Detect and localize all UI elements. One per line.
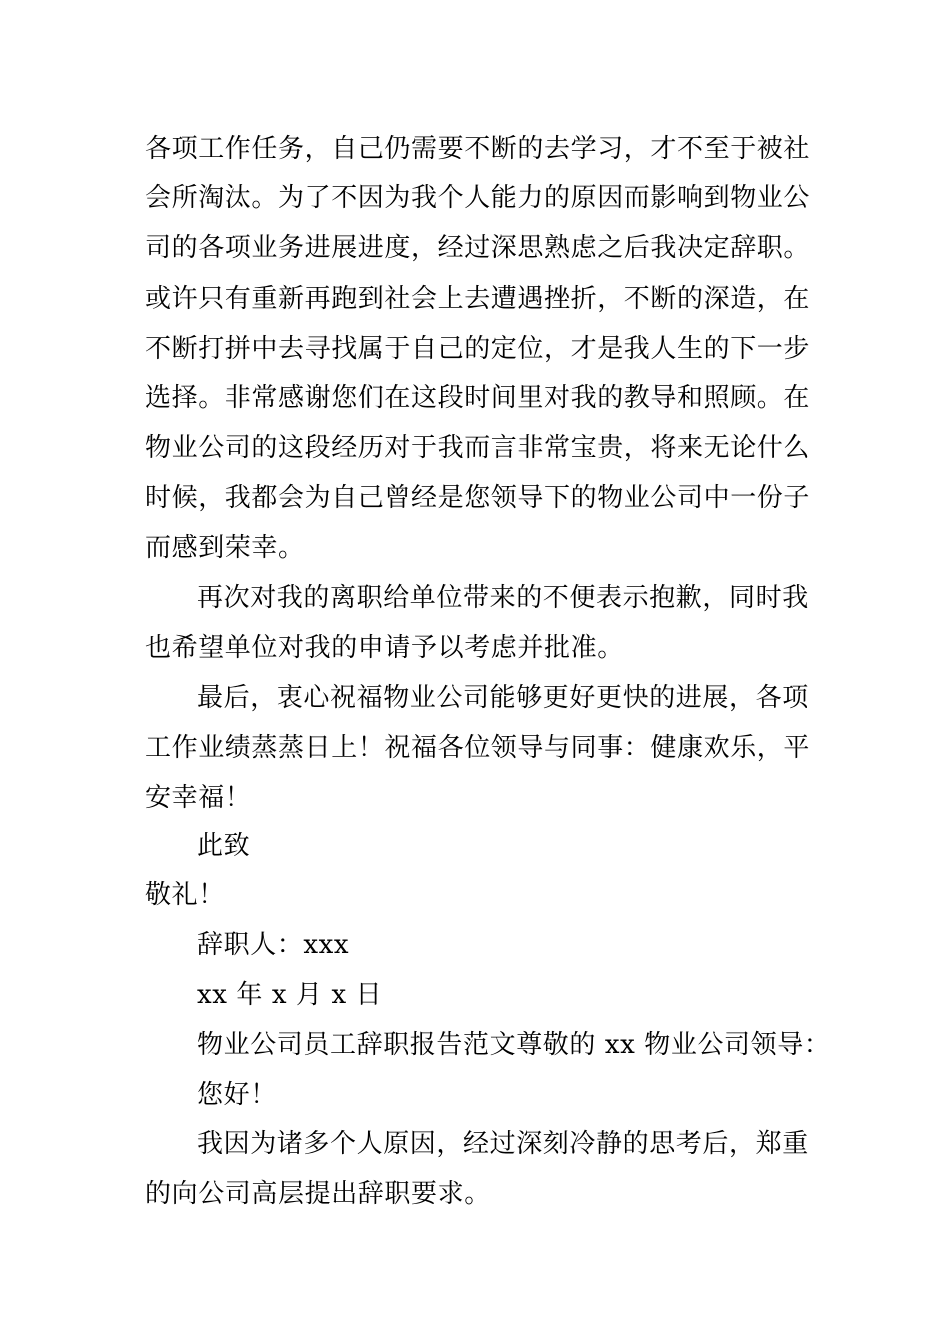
paragraph-line: 我因为诸多个人原因，经过深刻冷静的思考后，郑重: [197, 1129, 809, 1159]
body-line: 工作业绩蒸蒸日上！祝福各位领导与同事：健康欢乐，平: [145, 733, 811, 763]
body-line: 时候，我都会为自己曾经是您领导下的物业公司中一份子: [145, 483, 811, 513]
greeting-line: 您好！: [197, 1080, 277, 1110]
body-line: 而感到荣幸。: [145, 533, 305, 563]
heading-line: 物业公司员工辞职报告范文尊敬的 xx 物业公司领导：: [197, 1030, 831, 1060]
body-line: 或许只有重新再跑到社会上去遭遇挫折，不断的深造，在: [145, 284, 811, 314]
body-line: 物业公司的这段经历对于我而言非常宝贵，将来无论什么: [145, 433, 811, 463]
closing-line: 此致: [197, 831, 251, 861]
paragraph-line: 再次对我的离职给单位带来的不便表示抱歉，同时我: [197, 583, 809, 613]
body-line: 也希望单位对我的申请予以考虑并批准。: [145, 633, 624, 663]
body-line: 会所淘汰。为了不因为我个人能力的原因而影响到物业公: [145, 183, 811, 213]
body-line: 司的各项业务进展进度，经过深思熟虑之后我决定辞职。: [145, 233, 811, 263]
body-line: 各项工作任务，自己仍需要不断的去学习，才不至于被社: [145, 134, 811, 164]
date-line: xx 年 x 月 x 日: [197, 980, 383, 1010]
salutation-line: 敬礼！: [145, 880, 225, 910]
body-line: 选择。非常感谢您们在这段时间里对我的教导和照顾。在: [145, 383, 811, 413]
body-line: 不断打拼中去寻找属于自己的定位，才是我人生的下一步: [145, 334, 811, 364]
paragraph-line: 最后，衷心祝福物业公司能够更好更快的进展，各项: [197, 683, 809, 713]
body-line: 的向公司高层提出辞职要求。: [145, 1179, 491, 1209]
signature-line: 辞职人：xxx: [197, 930, 350, 960]
body-line: 安幸福！: [145, 783, 252, 813]
